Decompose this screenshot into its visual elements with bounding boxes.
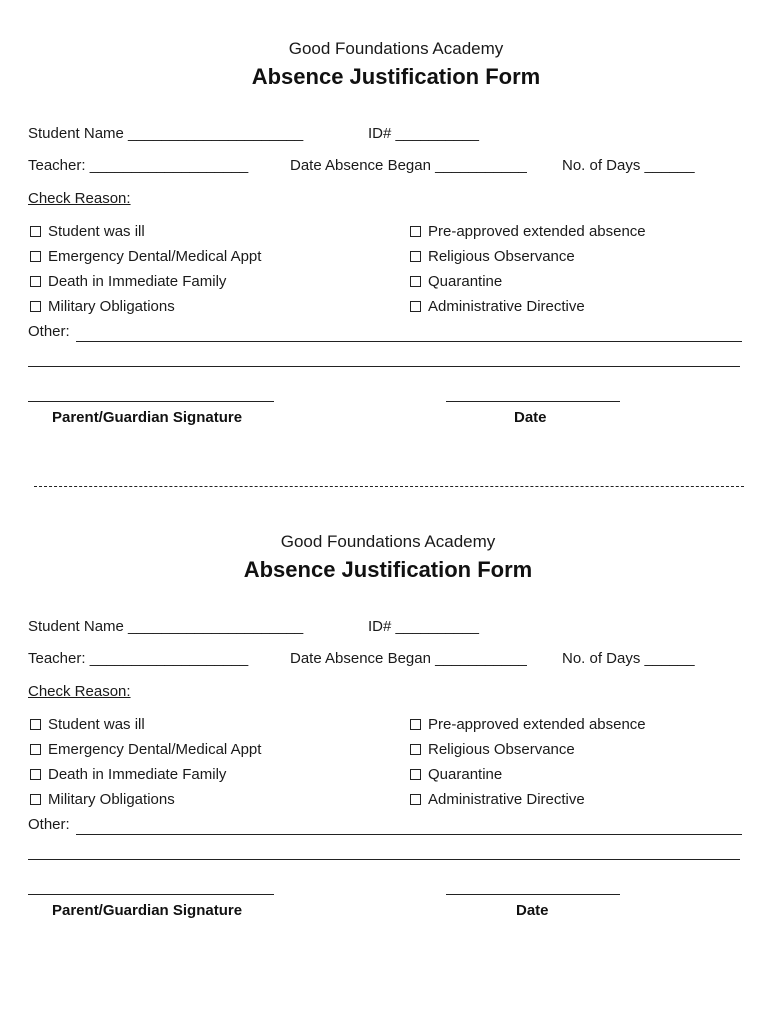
reason-label: Pre-approved extended absence — [428, 716, 646, 733]
checkbox-icon[interactable] — [30, 719, 41, 730]
reason-label: Death in Immediate Family — [48, 273, 227, 290]
reason-label: Quarantine — [428, 273, 503, 290]
student-id-field[interactable]: ID# __________ — [368, 618, 479, 635]
reason-label: Student was ill — [48, 223, 145, 240]
checkbox-icon[interactable] — [410, 276, 421, 287]
reason-option[interactable] — [410, 716, 646, 733]
number-of-days-field[interactable]: No. of Days ______ — [562, 157, 695, 174]
date-label: Date — [514, 409, 547, 426]
student-name-field[interactable]: Student Name _____________________ — [28, 618, 304, 635]
reason-option[interactable] — [30, 298, 175, 315]
reason-label: Quarantine — [428, 766, 503, 783]
other-input-line-2[interactable] — [28, 859, 740, 860]
reason-option[interactable] — [410, 298, 585, 315]
reason-option[interactable] — [410, 248, 575, 265]
reason-label: Death in Immediate Family — [48, 766, 227, 783]
date-line[interactable] — [446, 401, 620, 402]
reason-label: Emergency Dental/Medical Appt — [48, 248, 262, 265]
reason-label: Military Obligations — [48, 298, 175, 315]
absence-form-bottom — [0, 493, 770, 963]
other-input-line-2[interactable] — [28, 366, 740, 367]
checkbox-icon[interactable] — [30, 744, 41, 755]
reason-option[interactable] — [30, 791, 175, 808]
reason-label: Religious Observance — [428, 741, 575, 758]
reason-option[interactable] — [30, 223, 145, 240]
reason-option[interactable] — [410, 741, 575, 758]
checkbox-icon[interactable] — [410, 226, 421, 237]
teacher-field[interactable]: Teacher: ___________________ — [28, 157, 249, 174]
signature-line[interactable] — [28, 894, 274, 895]
reason-label: Administrative Directive — [428, 791, 585, 808]
absence-form-top — [0, 0, 770, 470]
reason-label: Student was ill — [48, 716, 145, 733]
checkbox-icon[interactable] — [30, 301, 41, 312]
check-reason-label: Check Reason: — [28, 190, 131, 207]
reason-label: Administrative Directive — [428, 298, 585, 315]
reason-option[interactable] — [410, 766, 502, 783]
school-name: Good Foundations Academy — [280, 532, 496, 551]
number-of-days-field[interactable]: No. of Days ______ — [562, 650, 695, 667]
school-name: Good Foundations Academy — [288, 39, 504, 58]
signature-line[interactable] — [28, 401, 274, 402]
checkbox-icon[interactable] — [410, 301, 421, 312]
student-id-field[interactable]: ID# __________ — [368, 125, 479, 142]
date-absence-began-field[interactable]: Date Absence Began ___________ — [290, 157, 527, 174]
cut-line — [34, 486, 744, 487]
date-label: Date — [516, 902, 549, 919]
reason-option[interactable] — [410, 223, 646, 240]
student-name-field[interactable]: Student Name _____________________ — [28, 125, 304, 142]
reason-label: Religious Observance — [428, 248, 575, 265]
date-line[interactable] — [446, 894, 620, 895]
other-input-line[interactable] — [76, 834, 742, 835]
checkbox-icon[interactable] — [410, 251, 421, 262]
checkbox-icon[interactable] — [30, 226, 41, 237]
signature-label: Parent/Guardian Signature — [52, 409, 243, 426]
form-title: Absence Justification Form — [251, 64, 541, 89]
form-title: Absence Justification Form — [243, 557, 533, 582]
check-reason-label: Check Reason: — [28, 683, 131, 700]
other-label: Other: — [28, 816, 70, 833]
reason-label: Emergency Dental/Medical Appt — [48, 741, 262, 758]
other-label: Other: — [28, 323, 70, 340]
signature-label: Parent/Guardian Signature — [52, 902, 243, 919]
checkbox-icon[interactable] — [410, 719, 421, 730]
checkbox-icon[interactable] — [410, 794, 421, 805]
reason-option[interactable] — [30, 741, 261, 758]
reason-option[interactable] — [30, 273, 226, 290]
reason-option[interactable] — [410, 791, 585, 808]
reason-option[interactable] — [30, 248, 261, 265]
reason-option[interactable] — [30, 716, 145, 733]
reason-option[interactable] — [410, 273, 502, 290]
reason-label: Pre-approved extended absence — [428, 223, 646, 240]
checkbox-icon[interactable] — [30, 251, 41, 262]
other-input-line[interactable] — [76, 341, 742, 342]
checkbox-icon[interactable] — [410, 769, 421, 780]
teacher-field[interactable]: Teacher: ___________________ — [28, 650, 249, 667]
checkbox-icon[interactable] — [30, 794, 41, 805]
date-absence-began-field[interactable]: Date Absence Began ___________ — [290, 650, 527, 667]
checkbox-icon[interactable] — [410, 744, 421, 755]
reason-label: Military Obligations — [48, 791, 175, 808]
checkbox-icon[interactable] — [30, 769, 41, 780]
reason-option[interactable] — [30, 766, 226, 783]
checkbox-icon[interactable] — [30, 276, 41, 287]
